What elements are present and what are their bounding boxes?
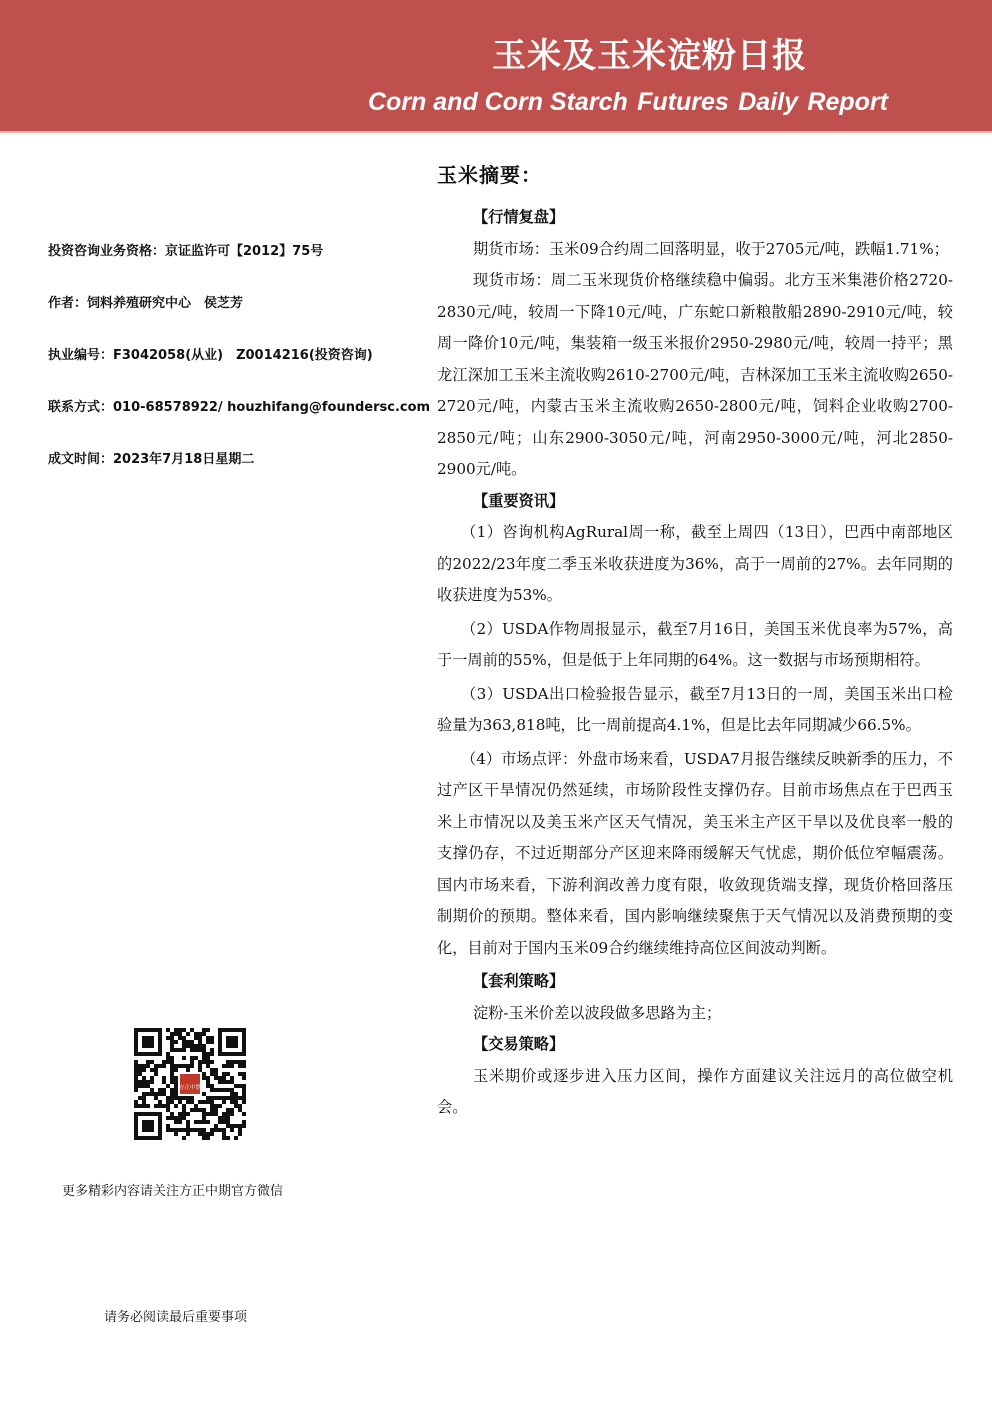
- contact: 联系方式：010-68578922/ houzhifang@foundersc.com: [48, 400, 431, 415]
- summary-column: [437, 160, 953, 1124]
- title-en-part: Daily: [738, 88, 799, 116]
- news-item: （4）市场点评：外盘市场来看，USDA7月报告继续反映新季的压力，不过产区干旱情况仍然延续，市场阶段性支撑仍存。目前市场焦点在于巴西玉米上市情况以及美玉米产区天气情况，美玉米主产区干旱以及优良率一般的支撑仍存，不过近期部分产区迎来降雨缓解天气忧虑，期价低位窄幅震荡。国内市场来看，下游利润改善力度有限，收敛现货端支撑，现货价格回落压制期价的预期。整体来看，国内影响继续聚焦于天气情况以及消费预期的变化，目前对于国内玉米09合约继续维持高位区间波动判断。: [437, 749, 953, 957]
- section-title-trade: 【交易策略】: [473, 1035, 565, 1053]
- arbitrage-paragraph: 淀粉-玉米价差以波段做多思路为主；: [473, 1003, 722, 1022]
- trade-paragraph: 玉米期价或逐步进入压力区间，操作方面建议关注远月的高位做空机会。: [437, 1066, 953, 1116]
- qualification: 投资咨询业务资格：京证监许可【2012】75号: [48, 244, 324, 259]
- title-en-part: Corn and Corn Starch: [368, 88, 628, 116]
- author-meta: [48, 240, 431, 500]
- section-title-news: 【重要资讯】: [473, 491, 565, 510]
- section-title-arbitrage: 【套利策略】: [473, 972, 565, 990]
- license-number: 执业编号：F3042058(从业) Z0014216(投资咨询): [48, 348, 373, 363]
- footer-note: 请务必阅读最后重要事项: [104, 1310, 248, 1325]
- news-item: （3）USDA出口检验报告显示，截至7月13日的一周，美国玉米出口检验量为363,818吨，比一周前提高4.1%，但是比去年同期减少66.5%。: [437, 684, 953, 734]
- title-en-part: Report: [807, 88, 888, 116]
- spot-market-paragraph: 现货市场：周二玉米现货价格继续稳中偏弱。北方玉米集港价格2720-2830元/吨，较周一下降10元/吨，广东蛇口新粮散船2890-2910元/吨，较周一降价10元/吨，集装箱一级玉米报价2950-2980元/吨，较周一持平；黑龙江深加工玉米主流收购2610-2700元/吨，吉林深加工玉米主流收购2650-2720元/吨，内蒙古玉米主流收购2650-2800元/吨，饲料企业收购2700-2850元/吨；山东2900-3050元/吨，河南2950-3000元/吨，河北2850-2900元/吨。: [437, 271, 953, 478]
- news-item: （2）USDA作物周报显示，截至7月16日，美国玉米优良率为57%，高于一周前的55%，但是低于上年同期的64%。这一数据与市场预期相符。: [437, 619, 953, 669]
- author: 作者：饲料养殖研究中心 侯芝芳: [48, 296, 244, 311]
- report-header: [0, 0, 992, 131]
- qr-caption: 更多精彩内容请关注方正中期官方微信: [62, 1184, 284, 1199]
- header-divider: [0, 131, 992, 133]
- report-title-cn: 玉米及玉米淀粉日报: [492, 36, 807, 76]
- summary-title: 玉米摘要：: [437, 163, 542, 187]
- qr-logo-text: 方正中期: [178, 1084, 202, 1091]
- report-date: 成文时间：2023年7月18日星期二: [48, 452, 255, 467]
- section-title-review: 【行情复盘】: [473, 208, 565, 226]
- report-title-en: [368, 88, 888, 117]
- qr-code-icon: [134, 1028, 246, 1140]
- title-en-part: Futures: [637, 88, 729, 116]
- news-item: （1）咨询机构AgRural周一称，截至上周四（13日），巴西中南部地区的2022/23年度二季玉米收获进度为36%，高于一周前的27%。去年同期的收获进度为53%。: [437, 523, 953, 604]
- futures-market-paragraph: 期货市场：玉米09合约周二回落明显，收于2705元/吨，跌幅1.71%；: [473, 239, 949, 258]
